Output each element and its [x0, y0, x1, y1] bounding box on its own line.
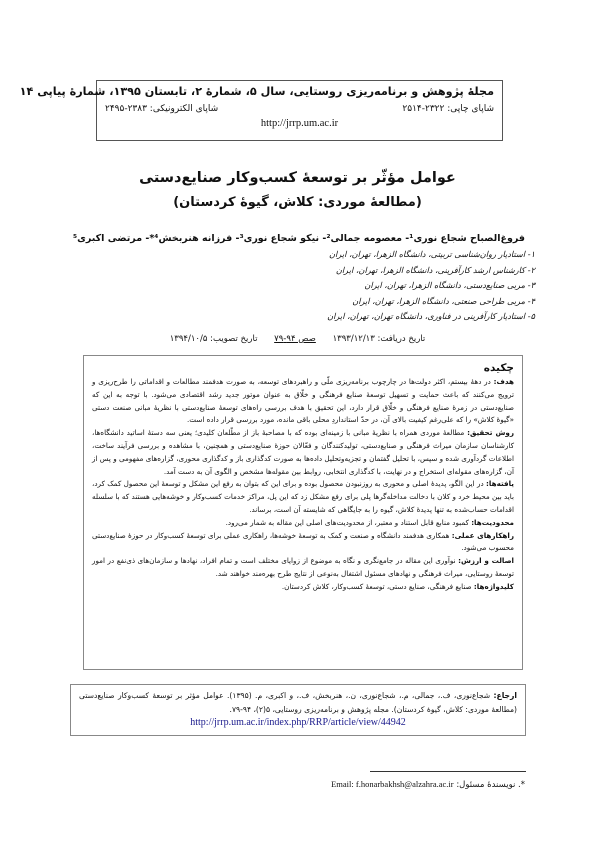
abstract-section — [92, 555, 514, 581]
section-label: محدودیت‌ها: — [471, 517, 514, 527]
article-title: عوامل مؤثّر بر توسعهٔ کسب‌وکار صنایع‌دستی — [139, 170, 456, 186]
section-text: در دههٔ بیستم، اکثر دولت‌ها در چارچوب برنامه‌ریزی ملّی و راهبردهای توسعه، به صورت هدفمند مطالعات و اقداماتی را طرح‌ریزی و ترویج می‌کنند که باعث حمایت و تسهیل توسعهٔ صنایع فرهنگی و خلّاق به عنوان موتور جدید رشد اقتصادی می‌شود. با توجه به این که صنایع‌دستی در زمرهٔ صنایع فرهنگی و خلّاق قرار دارد، این تحقیق با هدف بررسی راه‌های توسعهٔ صنایع‌دستی با نظریهٔ مبانی صنعت دستی «گیوهٔ کلاش» را که علی‌رغم کیفیت بالای آن، در حدّ استانداردِ محلی باقی مانده، مورد بررسی قرار داده است. — [92, 377, 514, 425]
footnote — [331, 779, 525, 790]
affiliation-item: ۳- مربی صنایع‌دستی، دانشگاه الزهرا، تهران، ایران — [364, 280, 535, 290]
affiliation-item: ۲- کارشناس ارشد کارآفرینی، دانشگاه الزهرا، تهران، ایران — [335, 264, 535, 275]
section-label: کلیدواژه‌ها: — [473, 581, 514, 591]
affiliation-item: ۵- استادیار کارآفرینی در فناوری، دانشگاه تهران، تهران، ایران — [327, 311, 535, 321]
section-text: صنایع فرهنگی، صنایع دستی، توسعهٔ کسب‌وکار، کلاش کردستان. — [281, 581, 474, 591]
section-label: هدف: — [493, 377, 514, 386]
journal-title: مجلهٔ پژوهش و برنامه‌ریزی روستایی، سال ۵، شمارهٔ ۲، تابستان ۱۳۹۵، شمارهٔ پیاپی ۱۴ — [19, 85, 494, 98]
citation-text — [79, 689, 517, 716]
abstract-box — [83, 355, 523, 670]
received-date: تاریخ دریافت: ۱۳۹۳/۱۲/۱۳ — [332, 334, 426, 344]
electronic-issn: شاپای الکترونیکی: ۲۳۸۳-۲۴۹۵ — [105, 104, 219, 114]
section-text: مطالعهٔ موردی همراه با نظریهٔ مبانی با زمینه‌ای بوده که با مصاحبهٔ باز از مطّلعان کلیدی؛ یعنی سه دستهٔ اساتید دانشگاه‌ها، کارشناسان سازمان میراث فرهنگی و صنایع‌دستی، تولیدکنندگان و فعّالان حوزهٔ صنایع‌دستی و همچنین، با مشاهده و بررسی فرآیند ساخت، اطلاعات گردآوری شده و سپس، با تحلیل گفتمان و تجزیه‌وتحلیل داده‌ها به صورت کدگذاری باز و کدگذاری محوری، گزاره‌های مفهومی و پس از آن، گزاره‌های مقوله‌ای استخراج و در نهایت، با کدگذاری انتخابی، روابط بین مقوله‌ها مشخص و الگوی آن به دست آمد. — [92, 428, 514, 476]
page-range: صص ۹۴-۷۹ — [274, 334, 316, 344]
abstract-section — [92, 478, 514, 516]
section-label: یافته‌ها: — [486, 479, 514, 489]
abstract-section — [92, 581, 514, 594]
journal-website-link[interactable]: http://jrrp.um.ac.ir — [260, 118, 339, 129]
abstract-section — [92, 427, 514, 478]
footnote-divider — [370, 771, 526, 772]
citation-body: شجاع‌نوری، ف.، جمالی، م.، شجاع‌نوری، ن.، هنربخش، ف.، و اکبری، م. (۱۳۹۵). عوامل مؤثر بر توسعهٔ کسب‌وکار صنایع‌دستی (مطالعهٔ موردی: کلاش، گیوهٔ کردستان). مجله پژوهش و برنامه‌ریزی روستایی، ۵(۲)، ۹۴-۷۹. — [79, 691, 517, 714]
section-label: راهکارهای عملی: — [451, 530, 514, 540]
corresponding-email[interactable]: Email: f.honarbakhsh@alzahra.ac.ir — [331, 779, 454, 789]
abstract-section — [92, 376, 514, 427]
section-text: در این الگو، پدیدهٔ اصلی و محوری به روزنبودن محصول بوده و برای این که بتوان به رفع این مشکل و توسعهٔ این محصول کمک کرد، باید بین محیط خرد و کلان با دخالت مداخله‌گرها پلی برای رفع مشکل زد که این پل، مراکز خدمات کسب‌وکار و خوشه‌هایی هستند که با سلسله اقدامات حساب‌شده به تنها پدیدهٔ کلاش، گیوه را به جایگاهی که شایسته آن است، برساند. — [92, 479, 514, 514]
author-list: فروغ‌الصباح شجاع نوری¹- معصومه جمالی²- نیکو شجاع نوری³- فرزانه هنربخش⁴*- مرتضی اکبری⁵ — [72, 233, 525, 244]
citation-box — [70, 684, 526, 736]
section-text: نوآوری این مقاله در جامع‌نگری و نگاه به موضوع از زوایای مختلف است و تمام افراد، نهادها و سازمان‌های ذی‌نفع در امور توسعهٔ روستایی، میراث فرهنگی و نهادهای مسئول اشتغال به‌نوعی از نتایج طرح بهره‌مند خواهند شد. — [92, 556, 514, 578]
article-dates — [0, 334, 595, 344]
corresponding-author-label: *. نویسندهٔ مسئول: — [456, 780, 525, 790]
citation-label: ارجاع: — [493, 691, 517, 700]
article-subtitle: (مطالعهٔ موردی: کلاش، گیوهٔ کردستان) — [173, 195, 422, 210]
issn-row — [105, 104, 494, 114]
section-text: همکاری هدفمند دانشگاه و صنعت و کمک به توسعهٔ خوشه‌ها، راهکاری عملی برای توسعهٔ کسب‌وکار در حوزهٔ صنایع‌دستی محسوب می‌شود. — [92, 530, 514, 553]
section-label: اصالت و ارزش: — [458, 556, 515, 566]
abstract-section — [92, 530, 514, 556]
journal-header-box — [19, 80, 503, 141]
affiliation-item: ۴- مربی طراحی صنعتی، دانشگاه الزهرا، تهران، ایران — [352, 295, 535, 306]
print-issn: شاپای چاپی: ۲۳۲۲-۲۵۱۴ — [402, 104, 494, 114]
section-label: روش تحقیق: — [467, 428, 514, 438]
section-text: کمبود منابع قابل استناد و معتبر، از محدودیت‌های اصلی این مقاله به شمار می‌رود. — [225, 517, 472, 527]
abstract-heading: چکیده — [483, 362, 514, 374]
affiliation-list — [327, 247, 535, 325]
accepted-date: تاریخ تصویب: ۱۳۹۴/۱۰/۵ — [169, 334, 258, 344]
citation-url-link[interactable]: http://jrrp.um.ac.ir/index.php/RRP/article/view/44942 — [190, 717, 406, 728]
affiliation-item: ۱- استادیار روان‌شناسی تربیتی، دانشگاه الزهرا، تهران، ایران — [329, 249, 535, 259]
abstract-section — [92, 517, 514, 530]
